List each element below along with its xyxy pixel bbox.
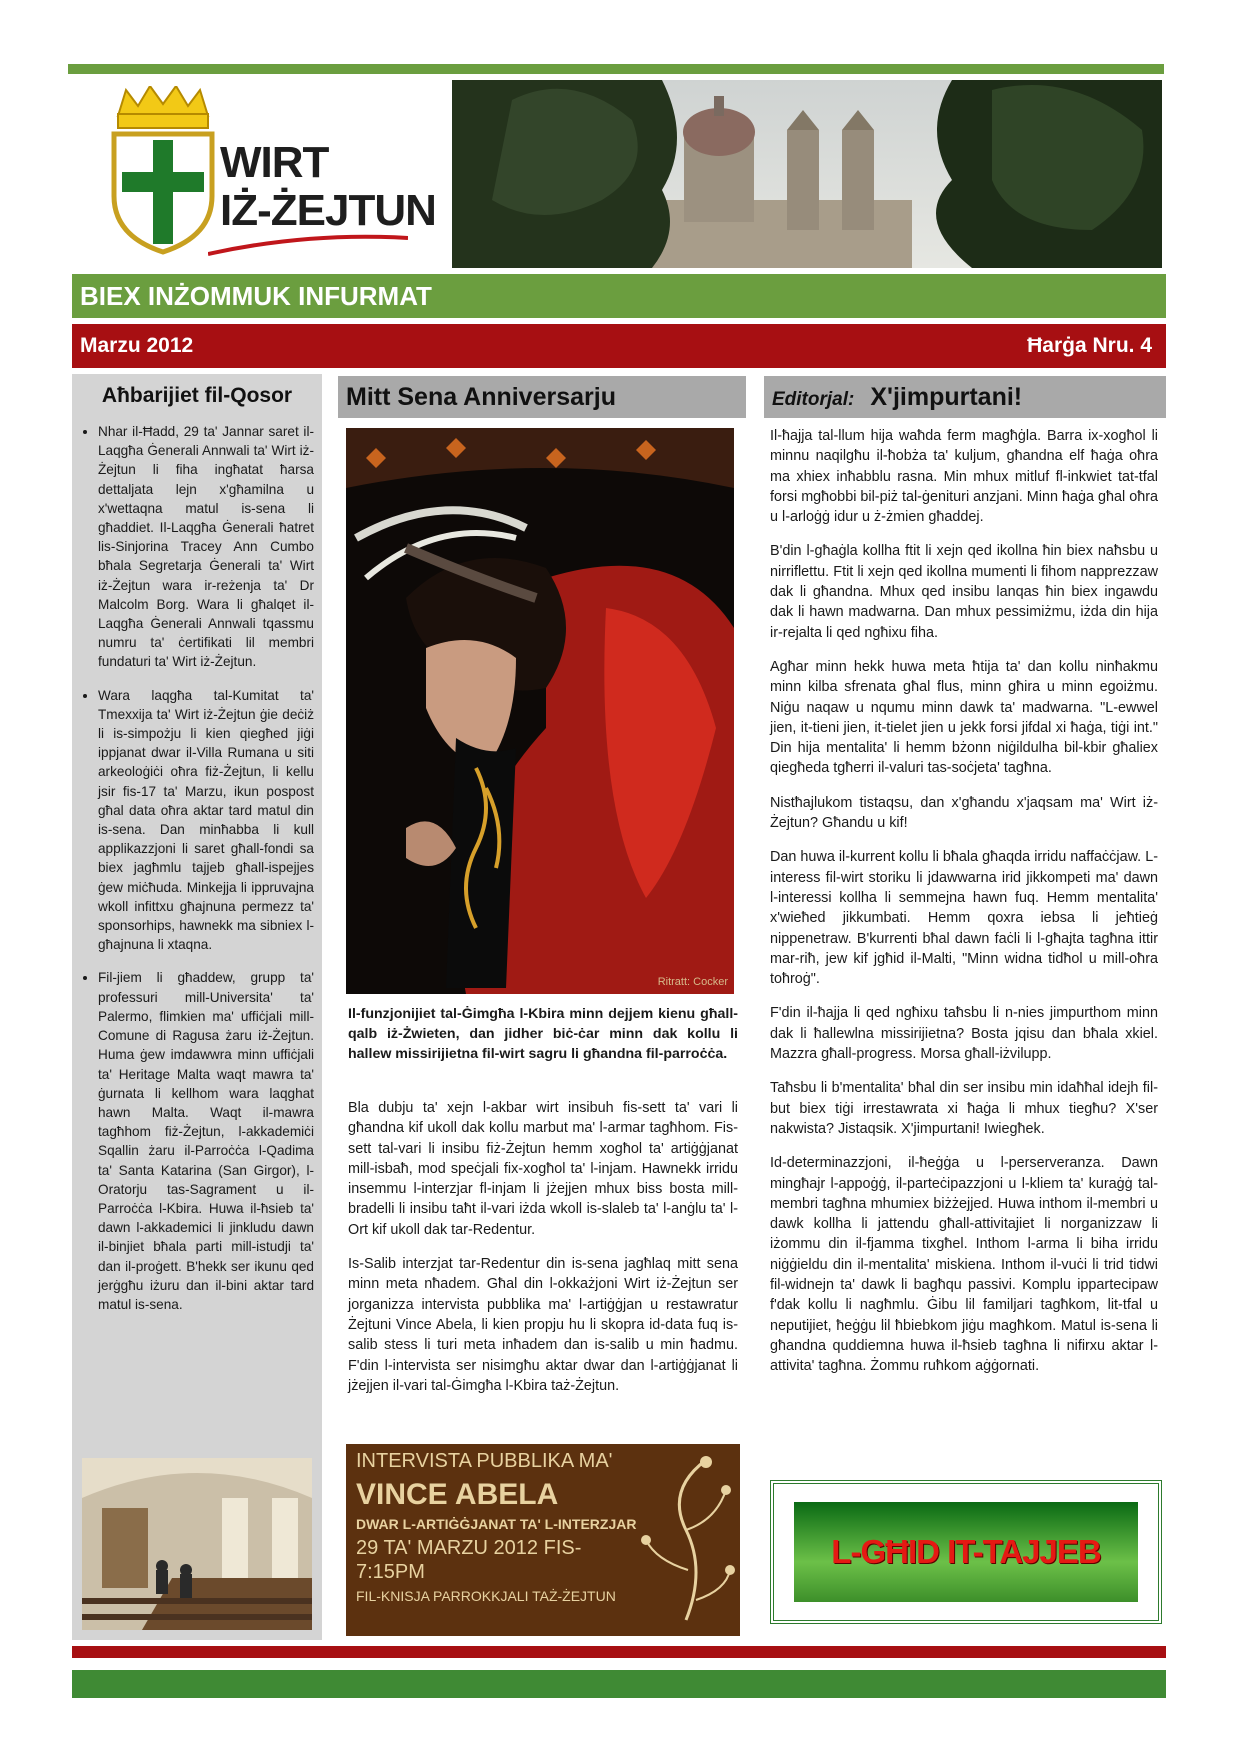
news-item: • Fil-jiem li għaddew, grupp ta' professuri mill-Universita' ta' Palermo, flimkien ma' uffiċjali mill-Comune di Ragusa żaru iż-Żejtun. Huma ġew imdawwra minn uffiċjali ta' Heritage Malta waqt mawra ta' ġurnata li kellhom wara laqghat hawn Malta. Waqt il-mawra tagħhom fiż-Żejtun, l-akkademiċi Sqallin żaru il-Parroċċa l-Qadima ta' Santa Katarina (San Girgor), l-Oratorju tas-Sagrament u il-Parroċċa l-Kbira. Huwa il-ħsieb ta' dawn l-akkademici li jinkludu dawn il-binjiet bħala parti mill-istudji ta' dan il-proġett. B'hekk ser ikunu qed jerġgħu iżuru dan il-bini aktar tard matul is-sena. <box>98 968 322 1314</box>
shield-logo-icon <box>108 86 218 256</box>
issue-number: Ħarġa Nru. 4 <box>1027 334 1152 357</box>
editorial-paragraph: Il-ħajja tal-llum hija waħda ferm magħġla. Barra ix-xogħol li minnu naqilgħu il-ħobża ta' kuljum, għandna elf ħaġa oħra ma xhiex inħabblu rasna. Min mhux mitluf fl-inkwiet tat-tfal forsi mgħobbi bil-piż tal-ġenituri anzjani. Minn ħaġa għal oħra u l-arloġġ idur u ż-żmien għaddej. <box>770 428 1158 526</box>
date-band <box>72 324 1166 368</box>
photo-caption: Il-funzjonijiet tal-Ġimgħa l-Kbira minn dejjem kienu għall-qalb iż-Żwieten, dan jidher biċ-ċar minn dak kollu li hallew missirijietna fil-wirt sagru li għandna fil-parroċċa. <box>348 1006 738 1062</box>
floral-ornament-icon <box>626 1450 736 1630</box>
news-item: • Nhar il-Ħadd, 29 ta' Jannar saret il-Laqgħa Ġenerali Annwali ta' Wirt iż-Żejtun li fiha ingħatat ħarsa dettaljata lejn x'għamilna u x'wettaqna matul is-sena li għaddiet. Il-Laqgħa Ġenerali ħatret lis-Sinjorina Tracey Ann Cumbo bħala Segretarja Ġenerali ta' Wirt iż-Żejtun wara ir-reżenja ta' Dr Malcolm Borg. Wara li għalqet il-Laqgħa Ġenerali Annwali tqassmu numru ta' ċertifikati lil membri fundaturi ta' Wirt iż-Żejtun. <box>98 422 322 672</box>
anniversary-paragraph: Is-Salib interzjat tar-Redentur din is-sena jagħlaq mitt sena minn meta nħadem. Għal din l-okkażjoni Wirt iż-Żejtun ser jorganizza intervista pubblika ma' l-artiġġjan u restawratur Żejtuni Vince Abela, li kien propju hu li skopra id-data fuq is-salib stess li turi meta inħadem dan is-salib u min ħadmu. F'din l-intervista ser nisimgħu aktar dwar dan l-artiġġjanat li jżejjen il-vari tal-Ġimgħa l-Kbira taż-Żejtun. <box>348 1256 738 1394</box>
anniversary-heading: Mitt Sena Anniversarju <box>338 376 746 418</box>
top-rule <box>68 64 1164 74</box>
news-list <box>72 422 322 1314</box>
editorial-title: X'jimpurtani! <box>870 383 1023 411</box>
editorial-paragraph: Taħsbu li b'mentalita' bħal din ser insibu min idaħħal idejh fil-but biex tiġi irrestawrata xi ħaġa li mhux tiegħu? X'ser nakwista? Jistaqsik. X'jimpurtani! Iwiegħek. <box>770 1080 1158 1137</box>
poster-date: 29 TA' MARZU 2012 FIS-7:15PM <box>356 1537 582 1583</box>
interview-poster <box>346 1444 740 1636</box>
news-sidebar <box>72 374 322 1640</box>
poster-name: VINCE ABELA <box>356 1478 559 1511</box>
easter-greeting: L-GĦID IT-TAJJEB <box>831 1533 1101 1570</box>
logo-swoosh-icon <box>208 226 408 256</box>
anniversary-body <box>348 1098 738 1410</box>
logo <box>108 86 448 266</box>
church-interior-photo <box>82 1458 312 1630</box>
issue-date: Marzu 2012 <box>80 334 194 357</box>
editorial-paragraph: Nistħajlukom tistaqsu, dan x'għandu x'jaqsam ma' Wirt iż-Żejtun? Għandu u kif! <box>770 794 1158 832</box>
church-photo <box>452 80 1162 268</box>
subtitle-band: BIEX INŻOMMUK INFURMAT <box>72 274 1166 318</box>
editorial-heading <box>764 376 1166 418</box>
poster-topic: DWAR L-ARTIĠĠJANAT TA' L-INTERZJAR <box>356 1516 637 1532</box>
photo-credit: Ritratt: Cocker <box>657 976 728 988</box>
easter-banner <box>770 1480 1162 1624</box>
editorial-paragraph: Id-determinazzjoni, il-ħeġġa u l-perserveranza. Dawn mingħajr l-appoġġ, il-parteċipazzjoni u l-kliem ta' kuraġġ tal-membri tagħna mhumiex biżżejjed. Huwa inthom il-membri u dawk kollha li jattendu għall-attivitajiet li norganizzaw li iżommu din il-fjamma tixgħel. Inthom l-arma li biha irridu niġġieldu din il-mentalita' miskiena. Inthom il-vuċi li trid tidwi fil-widnejn ta' dawk li bagħqu passivi. Komplu ippartecipaw f'dak kollu li nagħmlu. Ġibu lil familjari tagħkom, lit-tfal u neputijiet, ħeġġu lil ħbiebkom jiġu magħkom. Matul is-sena li għandna quddiemna huwa il-ħsieb tagħna li nifirxu aktar l-attivita' tagħna. Żommu ruħkom aġġornati. <box>770 1155 1158 1375</box>
anniversary-paragraph: Bla dubju ta' xejn l-akbar wirt insibuh fis-sett ta' vari li għandna kif ukoll dak kollu marbut ma' l-armar tagħhom. Fis-sett tal-vari li insibu fiż-Żejtun hemm xogħol ta' artiġġjanat mill-isbaħ, mod speċjali fix-xogħol ta' l-injam. Hawnekk irridu insemmu l-interzjar fl-injam li jżejjen mhux biss bosta mill-bradelli li insibu taħt il-vari iżda wkoll is-slaleb ta' l-anġlu ta' l-Ort kif ukoll dak tar-Redentur. <box>348 1100 738 1238</box>
logo-line2: IŻ-ŻEJTUN <box>220 186 436 235</box>
editorial-paragraph: Agħar minn hekk huwa meta ħtija ta' dan kollu ninħakmu minn kilba sfrenata għal flus, minn għira u minn egoiżmu. Niġu naqaw u nqumu minn dawk ta' madwarna. "L-ewwel jien, it-tieni jien, it-tielet jien u jekk forsi jifdal xi ħaġa, tiġi int." Din hija mentalita' li hemm bżonn niġildulha bil-kbir għaliex qiegħeda tgħerri il-valuri tas-soċjeta' tagħna. <box>770 658 1158 777</box>
sidebar-title: Aħbarijiet fil-Qosor <box>101 384 293 407</box>
logo-line1: WIRT <box>220 138 329 187</box>
editorial-paragraph: F'din il-ħajja li qed ngħixu taħsbu li n-nies jimpurthom minn dak li ħallewlna missirijietna? Bosta jqisu dan bħala xkiel. Mazzra għall-progress. Morsa għall-iżvilupp. <box>770 1005 1158 1063</box>
poster-venue: FIL-KNISJA PARROKKJALI TAŻ-ŻEJTUN <box>356 1588 616 1604</box>
editorial-paragraph: Dan huwa il-kurrent kollu li bħala għaqda irridu naffaċċjaw. L-interess fil-wirt storiku li jdawwarna irid jikkompeti ma' dawn l-interessi kollha li semmejna hawn fuq. Hemm mentalita' x'wieħed jikkumbati. Hemm qoxra iebsa li jeħtieġ nippenetraw. B'kurrenti bħal dawn faċli li l-għajta tagħna ittir mar-riħ, jew kif jgħid il-Malti, "Minn widna tidħol u mill-oħra toħroġ". <box>770 849 1158 988</box>
editorial-label: Editorjal: <box>772 389 855 410</box>
bottom-rule-red <box>72 1646 1166 1658</box>
statue-photo <box>346 428 734 994</box>
bottom-rule-green <box>72 1670 1166 1698</box>
poster-intro: INTERVISTA PUBBLIKA MA' <box>356 1450 613 1472</box>
editorial-body <box>770 426 1158 1390</box>
news-item: • Wara laqgħa tal-Kumitat ta' Tmexxija ta' Wirt iż-Żejtun ġie deċiż li is-simpożju li kien qiegħed jiġi ippjanat dwar il-Villa Rumana u siti arkeoloġiċi oħra fiż-Żejtun, li kellu jsir fis-17 ta' Marzu, ikun pospost għal data oħra aktar tard matul din is-sena. Dan minħabba li kull applikazzjoni li saret għall-fondi sa biex jagħmlu tajjeb għall-ispejjes ġew miċħuda. Minkejja li ippruvajna wkoll infittxu għajnuna permezz ta' sponsorhips, hawnekk ma sibniex l-għajnuna li xtaqna. <box>98 686 322 955</box>
editorial-paragraph: B'din l-għaġla kollha ftit li xejn qed ikollna ħin biex naħsbu u nirriflettu. Ftit li xejn qed ikollna mumenti li fihom napprezzaw dak li għandna. Mhux qed insibu lanqas ħin biex ingawdu dak li hawn madwarna. Dan mhux pessimiżmu, iżda din hija ir-rejalta li qed ngħixu fiha. <box>770 543 1158 641</box>
